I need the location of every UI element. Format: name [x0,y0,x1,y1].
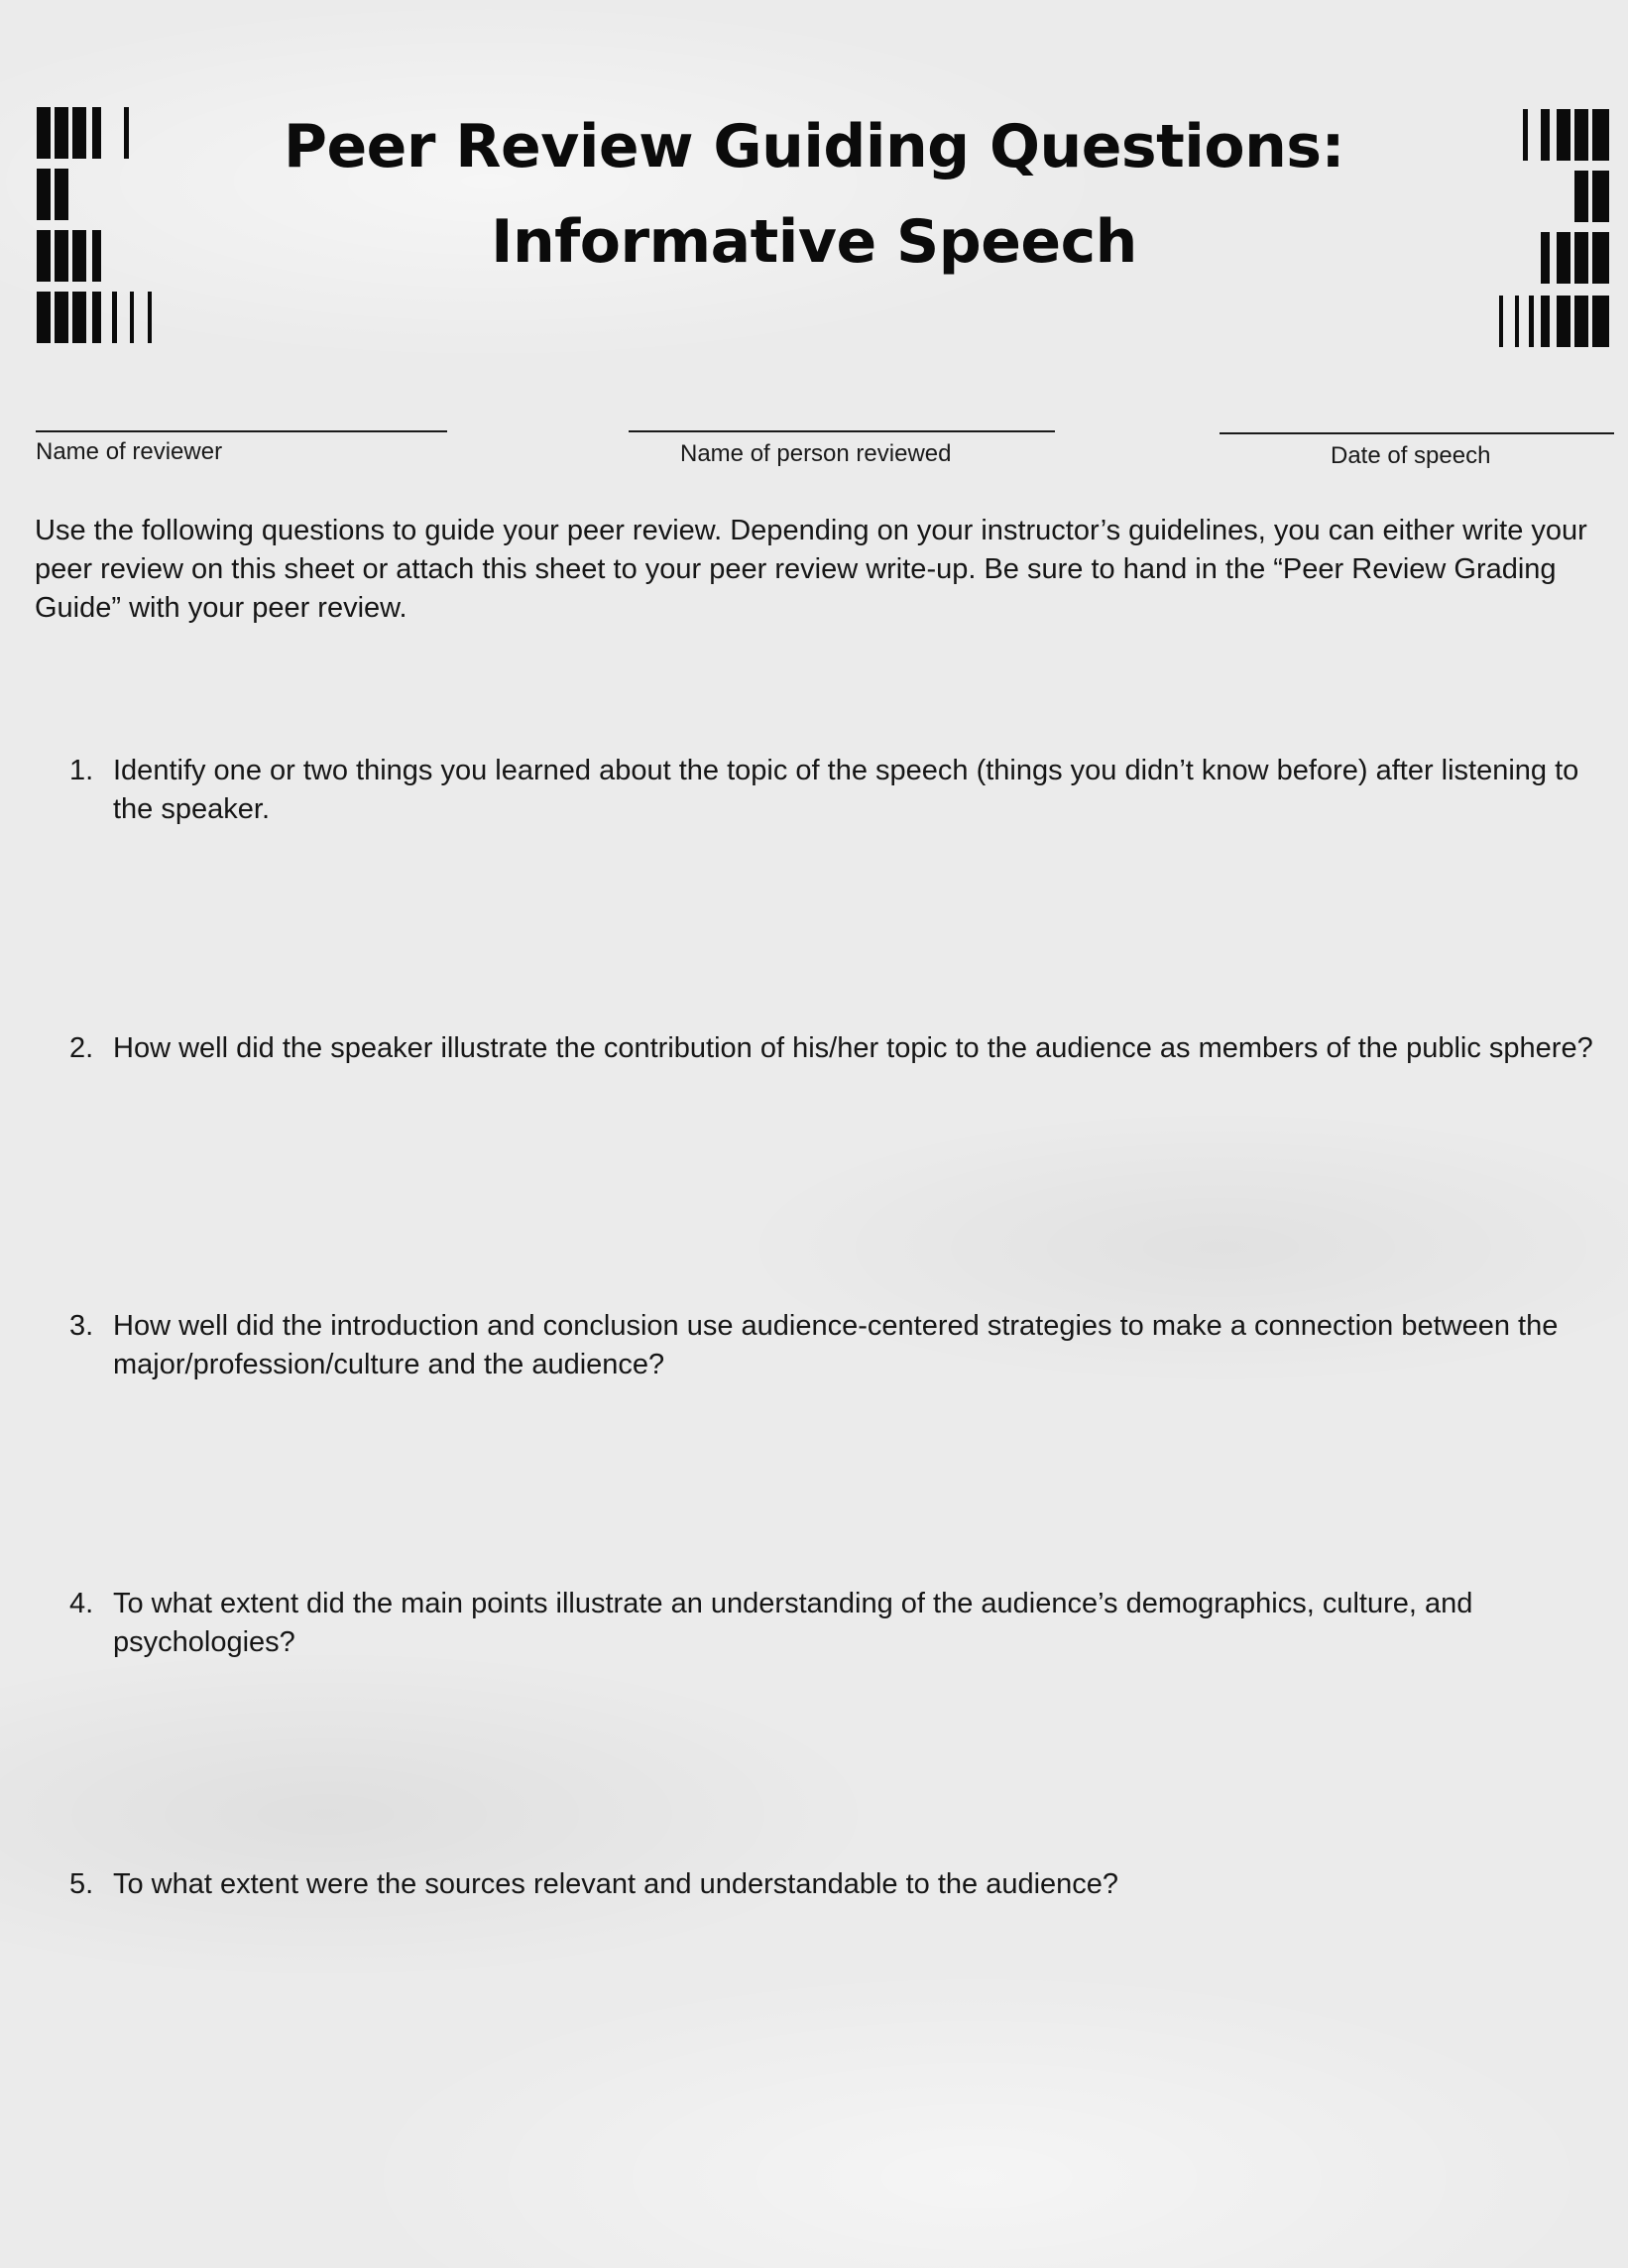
question-5 [69,1865,1596,1904]
instructions-paragraph: Use the following questions to guide your peer review. Depending on your instructor’s guidelines, you can either write your peer review on this sheet or attach this sheet to your peer review write-up. Be sure to hand in the “Peer Review Grading Guide” with your peer review. [35,515,1587,624]
title-line-1: Peer Review Guiding Questions: [283,112,1345,181]
question-text: To what extent did the main points illustrate an understanding of the audience’s demographics, culture, and psychologies? [113,1588,1473,1658]
question-number: 3. [69,1310,94,1342]
question-text: Identify one or two things you learned about the topic of the speech (things you didn’t know before) after listening to the speaker. [113,755,1579,825]
question-number: 4. [69,1588,94,1619]
speech-date-line[interactable] [1220,432,1614,434]
question-3 [69,1307,1596,1384]
question-number: 2. [69,1032,94,1064]
reviewer-name-label: Name of reviewer [36,438,223,465]
speech-date-label: Date of speech [1331,442,1491,469]
document-title [0,99,1628,290]
question-text: To what extent were the sources relevant and understandable to the audience? [113,1868,1119,1900]
reviewed-name-line[interactable] [629,430,1055,432]
question-number: 5. [69,1868,94,1900]
question-1 [69,752,1596,829]
reviewed-name-label: Name of person reviewed [680,440,952,467]
question-2 [69,1029,1596,1068]
reviewer-name-line[interactable] [36,430,447,432]
question-number: 1. [69,755,94,786]
title-line-2: Informative Speech [491,207,1137,277]
question-4 [69,1585,1596,1662]
question-text: How well did the introduction and conclusion use audience-centered strategies to make a connection between the major/profession/culture and the audience? [113,1310,1559,1380]
question-text: How well did the speaker illustrate the contribution of his/her topic to the audience as members of the public sphere? [113,1032,1593,1064]
